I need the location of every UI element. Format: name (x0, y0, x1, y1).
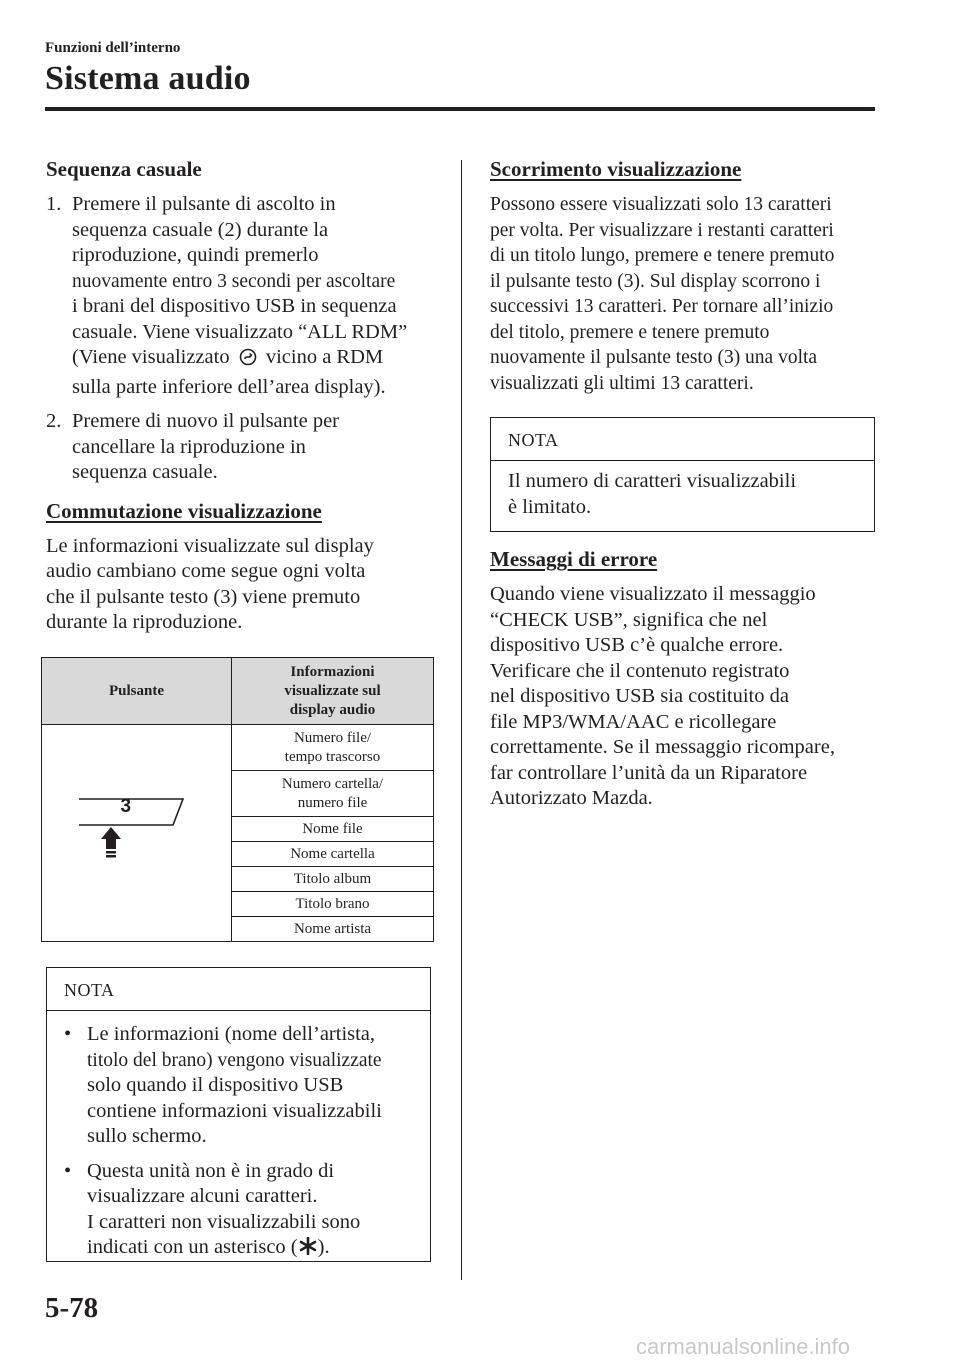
step-line: casuale. Viene visualizzato “ALL RDM” (72, 320, 408, 343)
step-line: cancellare la riproduzione in (72, 435, 306, 458)
switching-heading: Commutazione visualizzazione (46, 498, 322, 523)
step-line: sequenza casuale. (72, 461, 218, 483)
row-line: numero file (297, 794, 368, 811)
bullet-line: solo quando il dispositivo USB (87, 1074, 344, 1096)
paragraph-line: correttamente. Se il messaggio ricompare, (490, 736, 835, 758)
paragraph-line: del titolo, premere e tenere premuto (490, 321, 770, 343)
table-row: Nome file (232, 817, 434, 842)
step-line-part: (Viene visualizzato (72, 346, 230, 368)
note-box-left (46, 967, 431, 1262)
note-bullet (64, 1159, 420, 1263)
bullet-line-part: ). (317, 1236, 330, 1258)
text-button-icon (77, 793, 197, 873)
step-number: 1. (46, 193, 62, 215)
bullet-line: I caratteri non visualizzabili sono (87, 1210, 361, 1233)
note-line: Il numero di caratteri visualizzabili (508, 470, 797, 492)
bullet-line: Questa unità non è in grado di (87, 1159, 335, 1182)
note-line: è limitato. (508, 495, 592, 518)
section-label: Funzioni dell’interno (45, 40, 181, 56)
step-line: i brani del dispositivo USB in sequenza (72, 295, 397, 317)
row-line: tempo trascorso (284, 748, 381, 765)
asterisk-icon (299, 1237, 317, 1263)
row-line: Numero cartella/ (281, 775, 384, 792)
header-rule (45, 107, 875, 111)
paragraph-line: far controllare l’unità da un Riparatore (490, 761, 808, 784)
right-column (490, 156, 876, 396)
note-body (491, 461, 874, 520)
bullet-line (87, 1235, 420, 1263)
paragraph-line: per volta. Per visualizzare i restanti caratteri (490, 219, 834, 241)
table-row (232, 725, 434, 771)
paragraph-line: file MP3/WMA/AAC e ricollegare (490, 710, 777, 733)
paragraph-line: Quando viene visualizzato il messaggio (490, 583, 816, 605)
button-3-illustration (42, 725, 232, 942)
paragraph-line: Verificare che il contenuto registrato (490, 659, 790, 682)
errors-section (490, 546, 876, 812)
page-title: Sistema audio (45, 60, 251, 97)
switching-paragraph (46, 534, 441, 636)
table-row (232, 771, 434, 817)
table-header-button (42, 658, 232, 725)
step-line: Premere il pulsante di ascolto in (72, 193, 336, 215)
paragraph-line: dispositivo USB c’è qualche errore. (490, 634, 784, 656)
note-box-right (490, 417, 875, 532)
step-line (72, 345, 441, 375)
header-line: Informazioni (290, 663, 375, 680)
note-title: NOTA (47, 968, 430, 1011)
scrolling-heading: Scorrimento visualizzazione (490, 157, 742, 181)
scrolling-paragraph (490, 192, 876, 396)
paragraph-line: durante la riproduzione. (46, 611, 243, 633)
paragraph-line: di un titolo lungo, premere e tenere premuto (490, 245, 835, 266)
paragraph-line: Le informazioni visualizzate sul display (46, 534, 374, 557)
row-line: Numero file/ (293, 729, 372, 746)
paragraph-line: visualizzati gli ultimi 13 caratteri. (490, 372, 754, 394)
bullet-dot: • (64, 1023, 72, 1045)
header-label: Pulsante (108, 682, 164, 699)
header-line: visualizzate sul (284, 682, 381, 699)
step-line: nuovamente entro 3 secondi per ascoltare (72, 270, 396, 292)
bullet-line: Le informazioni (nome dell’artista, (87, 1023, 376, 1045)
step-line: sequenza casuale (2) durante la (72, 218, 329, 241)
table-row: Titolo brano (232, 892, 434, 917)
bullet-line: sullo schermo. (87, 1125, 207, 1147)
paragraph-line: nuovamente il pulsante testo (3) una volta (490, 347, 818, 368)
paragraph-line: Possono essere visualizzati solo 13 caratteri (490, 194, 832, 215)
table-row: Nome cartella (232, 842, 434, 867)
table-row: Titolo album (232, 867, 434, 892)
step-number: 2. (46, 410, 62, 432)
paragraph-line: “CHECK USB”, significa che nel (490, 608, 768, 631)
bullet-line: contiene informazioni visualizzabili (87, 1099, 382, 1122)
button-number: 3 (120, 796, 132, 817)
step-line: riproduzione, quindi premerlo (72, 244, 319, 266)
watermark: carmanualsonline.info (636, 1334, 851, 1359)
random-heading: Sequenza casuale (46, 157, 202, 181)
step-line: sulla parte inferiore dell’area display). (72, 375, 386, 398)
left-column (46, 156, 441, 636)
header-line: display audio (289, 701, 376, 718)
bullet-line: visualizzare alcuni caratteri. (87, 1185, 318, 1207)
random-step-1 (46, 192, 441, 400)
display-info-table (41, 657, 434, 942)
paragraph-line: audio cambiano come segue ogni volta (46, 560, 366, 582)
errors-heading: Messaggi di errore (490, 547, 658, 571)
page-number: 5-78 (45, 1292, 99, 1324)
errors-paragraph (490, 582, 876, 812)
table-row: Nome artista (232, 917, 434, 942)
column-divider (461, 160, 462, 1280)
random-step-2 (46, 409, 441, 486)
paragraph-line: Autorizzato Mazda. (490, 787, 653, 809)
bullet-dot: • (64, 1159, 72, 1182)
paragraph-line: che il pulsante testo (3) viene premuto (46, 585, 361, 608)
paragraph-line: nel dispositivo USB sia costituito da (490, 685, 789, 707)
note-body (47, 1011, 430, 1263)
note-bullet (64, 1022, 420, 1150)
bullet-line: titolo del brano) vengono visualizzate (87, 1049, 382, 1071)
note-title: NOTA (491, 418, 874, 461)
step-line-part: vicino a RDM (265, 346, 384, 368)
paragraph-line: successivi 13 caratteri. Per tornare all’inizio (490, 296, 834, 317)
paragraph-line: il pulsante testo (3). Sul display scorrono i (490, 270, 821, 292)
table-header-info (232, 658, 434, 725)
bullet-line-part: indicati con un asterisco ( (87, 1236, 298, 1258)
random-play-icon (239, 347, 257, 375)
step-line: Premere di nuovo il pulsante per (72, 410, 340, 432)
